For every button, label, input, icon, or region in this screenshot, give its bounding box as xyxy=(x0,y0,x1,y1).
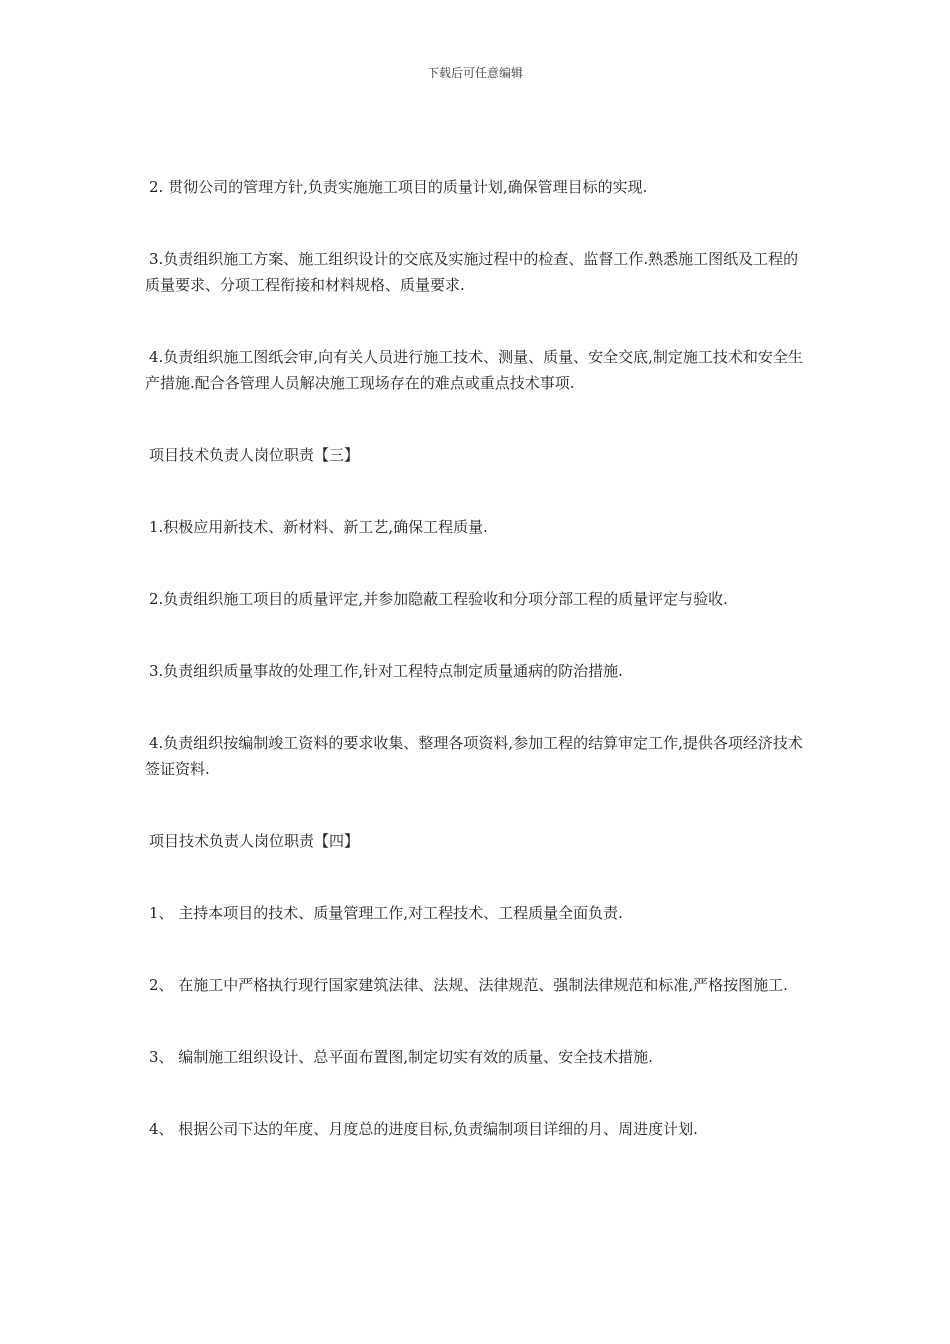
paragraph: 2、 在施工中严格执行现行国家建筑法律、法规、法律规范、强制法律规范和标准,严格按图施工. xyxy=(149,976,788,994)
section-heading: 项目技术负责人岗位职责【三】 xyxy=(149,446,360,464)
paragraph: 3.负责组织施工方案、施工组织设计的交底及实施过程中的检查、监督工作.熟悉施工图纸及工程的质量要求、分项工程衔接和材料规格、质量要求. xyxy=(145,250,799,294)
paragraph: 3.负责组织质量事故的处理工作,针对工程特点制定质量通病的防治措施. xyxy=(149,662,623,680)
paragraph: 2.负责组织施工项目的质量评定,并参加隐蔽工程验收和分项分部工程的质量评定与验收. xyxy=(149,590,728,608)
paragraph: 4.负责组织施工图纸会审,向有关人员进行施工技术、测量、质量、安全交底,制定施工技术和安全生产措施.配合各管理人员解决施工现场存在的难点或重点技术事项. xyxy=(145,348,803,392)
paragraph: 4.负责组织按编制竣工资料的要求收集、整理各项资料,参加工程的结算审定工作,提供各项经济技术签证资料. xyxy=(145,734,803,778)
paragraph: 1、 主持本项目的技术、质量管理工作,对工程技术、工程质量全面负责. xyxy=(149,904,623,922)
paragraph: 2. 贯彻公司的管理方针,负责实施施工项目的质量计划,确保管理目标的实现. xyxy=(149,178,648,196)
header-note: 下载后可任意编辑 xyxy=(426,66,523,80)
paragraph: 4、 根据公司下达的年度、月度总的进度目标,负责编制项目详细的月、周进度计划. xyxy=(149,1120,698,1138)
paragraph: 1.积极应用新技术、新材料、新工艺,确保工程质量. xyxy=(149,518,488,536)
paragraph: 3、 编制施工组织设计、总平面布置图,制定切实有效的质量、安全技术措施. xyxy=(149,1048,653,1066)
document-body xyxy=(145,174,810,1188)
section-heading: 项目技术负责人岗位职责【四】 xyxy=(149,832,360,850)
